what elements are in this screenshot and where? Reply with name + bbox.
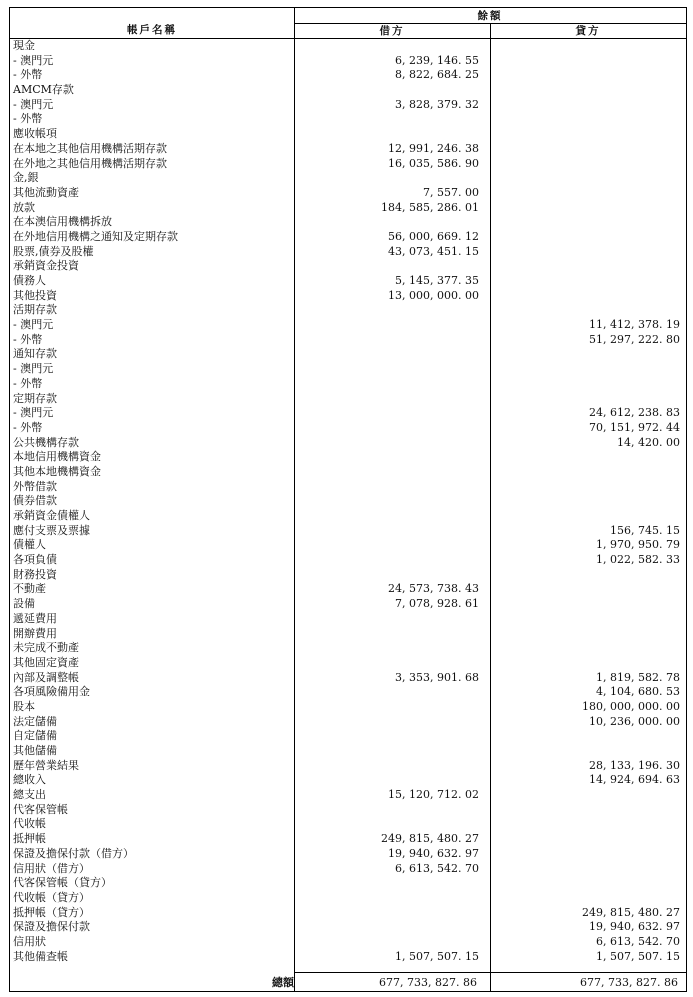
account-name: 代收帳 [13,817,46,831]
account-name: - 澳門元 [13,362,54,376]
table-row [10,891,688,906]
credit-amount: 10, 236, 000. 00 [589,714,680,728]
account-name: 遞延費用 [13,611,57,625]
table-row [10,715,688,730]
credit-amount: 1, 970, 950. 79 [596,538,680,552]
debit-amount: 8, 822, 684. 25 [395,68,479,82]
account-name: 不動產 [13,582,46,596]
header-credit: 貸方 [575,25,601,37]
account-name: 信用狀 [13,934,46,948]
table-row [10,759,688,774]
account-name: - 外幣 [13,376,43,390]
debit-amount: 6, 239, 146. 55 [395,53,479,67]
table-row [10,289,688,304]
account-name: 應收帳項 [13,127,57,141]
table-row [10,186,688,201]
table-row [10,582,688,597]
account-name: 其他本地機構資金 [13,464,101,478]
account-name: - 澳門元 [13,406,54,420]
account-name: - 澳門元 [13,97,54,111]
credit-amount: 19, 940, 632. 97 [589,920,680,934]
table-row [10,362,688,377]
account-name: 設備 [13,597,35,611]
credit-amount: 156, 745. 15 [610,523,680,537]
total-label: 總額 [272,976,294,989]
header-debit: 借方 [379,25,405,37]
account-name: - 外幣 [13,68,43,82]
table-row [10,729,688,744]
account-name: 股本 [13,699,35,713]
total-rule [294,972,686,973]
account-name: 在本澳信用機構拆放 [13,215,112,229]
account-name: 法定儲備 [13,714,57,728]
table-row [10,788,688,803]
table-row [10,509,688,524]
table-row [10,157,688,172]
account-name: 通知存款 [13,347,57,361]
table-row [10,392,688,407]
debit-amount: 7, 078, 928. 61 [395,597,479,611]
table-row [10,612,688,627]
credit-amount: 6, 613, 542. 70 [596,934,680,948]
table-row [10,876,688,891]
account-name: 承銷資金債權人 [13,509,90,522]
account-name: 現金 [13,39,35,52]
account-name: 保證及擔保付款 [13,920,90,934]
table-row [10,245,688,260]
account-name: 各項風險備用金 [13,685,90,699]
table-row [10,303,688,318]
account-name: 代客保管帳 [13,802,68,816]
debit-amount: 19, 940, 632. 97 [388,846,479,860]
total-debit-amount: 677, 733, 827. 86 [379,976,477,989]
credit-amount: 24, 612, 238. 83 [589,406,680,420]
credit-amount: 1, 819, 582. 78 [596,670,680,684]
account-name: 債權人 [13,538,46,552]
account-name: 總支出 [13,788,46,802]
account-name: 承銷資金投資 [13,259,79,273]
debit-amount: 249, 815, 480. 27 [381,832,479,846]
table-row [10,318,688,333]
credit-amount: 14, 420. 00 [617,435,680,449]
table-row [10,950,688,965]
table-row [10,127,688,142]
credit-amount: 28, 133, 196. 30 [589,758,680,772]
table-row [10,494,688,509]
account-name: 未完成不動產 [13,641,79,655]
trial-balance-table [9,7,687,992]
account-name: 定期存款 [13,391,57,405]
table-row [10,862,688,877]
table-row [10,906,688,921]
debit-amount: 24, 573, 738. 43 [388,582,479,596]
account-name: 其他固定資產 [13,655,79,669]
account-name: 開辦費用 [13,626,57,640]
table-row [10,450,688,465]
account-name: 放款 [13,200,35,214]
account-name: 在本地之其他信用機構活期存款 [13,141,167,155]
account-name: 活期存款 [13,303,57,317]
credit-amount: 1, 507, 507. 15 [596,949,680,963]
account-name: 信用狀（借方） [13,861,90,875]
table-row [10,773,688,788]
account-name: 其他儲備 [13,744,57,757]
account-name: 保證及擔保付款（借方） [13,846,134,860]
table-row [10,377,688,392]
table-row [10,832,688,847]
account-name: 債券借款 [13,494,57,508]
debit-amount: 184, 585, 286. 01 [381,200,479,214]
header-balance: 餘額 [477,10,503,22]
table-row [10,421,688,436]
debit-amount: 56, 000, 669. 12 [388,229,479,243]
debit-amount: 7, 557. 00 [423,185,479,199]
table-row [10,274,688,289]
table-row [10,54,688,69]
table-row [10,142,688,157]
table-row [10,700,688,715]
header-account-name: 帳戶名稱 [127,24,177,36]
debit-amount: 3, 353, 901. 68 [395,670,479,684]
table-row [10,568,688,583]
account-name: - 外幣 [13,420,43,434]
table-row [10,436,688,451]
credit-amount: 1, 022, 582. 33 [596,553,680,567]
table-row [10,553,688,568]
account-name: 抵押帳（貸方） [13,905,90,919]
table-row [10,847,688,862]
debit-amount: 16, 035, 586. 90 [388,156,479,170]
account-name: 金,銀 [13,171,39,185]
account-name: 本地信用機構資金 [13,450,101,464]
account-name: 股票,債券及股權 [13,244,94,258]
table-row [10,935,688,950]
account-name: 公共機構存款 [13,435,79,449]
account-name: 各項負債 [13,553,57,567]
account-name: 外幣借款 [13,479,57,493]
account-name: - 外幣 [13,332,43,346]
table-row [10,98,688,113]
credit-amount: 51, 297, 222. 80 [589,332,680,346]
table-row [10,406,688,421]
account-name: 其他備查帳 [13,949,68,963]
account-name: 債務人 [13,274,46,287]
account-name: 歷年營業結果 [13,758,79,772]
account-name: AMCM存款 [13,83,74,97]
credit-amount: 4, 104, 680. 53 [596,685,680,699]
account-name: 代客保管帳（貸方） [13,876,112,890]
account-name: 其他流動資產 [13,185,79,199]
account-name: 在外地信用機構之通知及定期存款 [13,229,178,243]
table-row [10,171,688,186]
table-row [10,39,688,54]
account-name: 自定儲備 [13,729,57,743]
table-row [10,480,688,495]
credit-amount: 180, 000, 000. 00 [582,699,680,713]
account-name: - 澳門元 [13,318,54,332]
account-name: - 外幣 [13,112,43,126]
debit-amount: 12, 991, 246. 38 [388,141,479,155]
credit-amount: 249, 815, 480. 27 [582,905,680,919]
table-row [10,671,688,686]
table-row [10,259,688,274]
table-row [10,347,688,362]
table-row [10,744,688,759]
table-row [10,215,688,230]
table-row [10,524,688,539]
table-row [10,68,688,83]
table-row [10,465,688,480]
account-name: - 澳門元 [13,53,54,67]
table-row [10,333,688,348]
account-name: 代收帳（貸方） [13,890,90,904]
table-row [10,803,688,818]
table-row [10,685,688,700]
debit-amount: 5, 145, 377. 35 [395,274,479,287]
debit-amount: 13, 000, 000. 00 [388,288,479,302]
debit-amount: 3, 828, 379. 32 [395,97,479,111]
table-row [10,538,688,553]
account-name: 內部及調整帳 [13,670,79,684]
table-row [10,817,688,832]
debit-amount: 1, 507, 507. 15 [395,949,479,963]
debit-amount: 6, 613, 542. 70 [395,861,479,875]
account-name: 應付支票及票據 [13,523,90,537]
table-row [10,597,688,612]
total-credit-amount: 677, 733, 827. 86 [580,976,678,989]
table-row [10,83,688,98]
table-row [10,230,688,245]
table-row [10,627,688,642]
credit-amount: 11, 412, 378. 19 [589,318,680,332]
debit-amount: 43, 073, 451. 15 [388,244,479,258]
table-row [10,112,688,127]
table-row [10,641,688,656]
credit-amount: 70, 151, 972. 44 [589,420,680,434]
account-name: 其他投資 [13,288,57,302]
account-name: 財務投資 [13,567,57,581]
account-name: 在外地之其他信用機構活期存款 [13,156,167,170]
account-name: 抵押帳 [13,832,46,846]
credit-amount: 14, 924, 694. 63 [589,773,680,787]
debit-amount: 15, 120, 712. 02 [388,788,479,802]
account-rows [10,39,688,964]
account-name: 總收入 [13,773,46,787]
table-row [10,656,688,671]
table-row [10,920,688,935]
table-row [10,201,688,216]
